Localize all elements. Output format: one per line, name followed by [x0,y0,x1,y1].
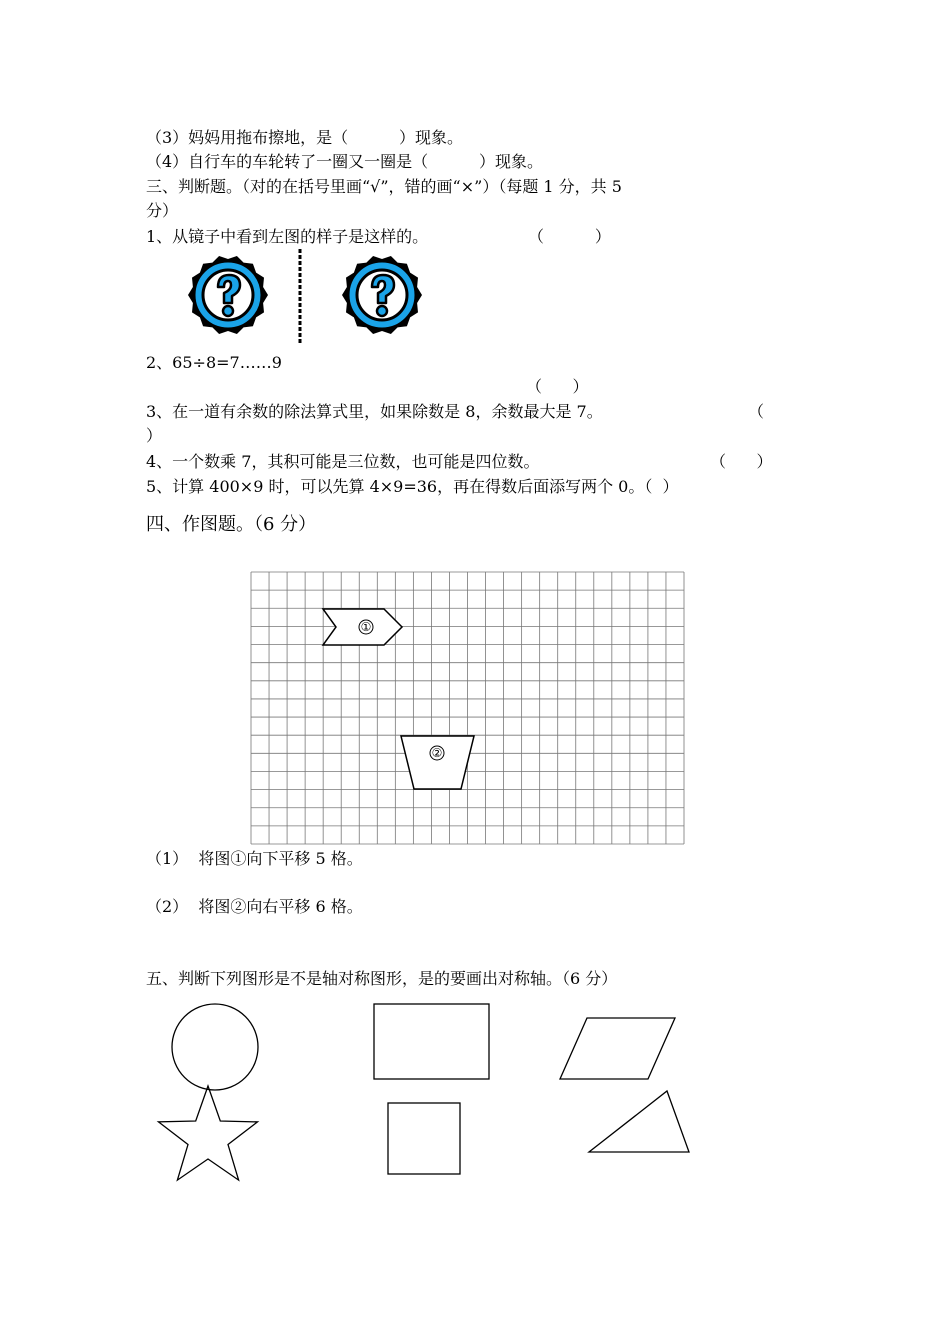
symmetry-shapes [150,1000,710,1185]
shape-2-label: ② [431,746,443,760]
drawing-grid[interactable] [251,572,684,844]
shape-2 [401,736,474,789]
fill-item-4: （4）自行车的车轮转了一圈又一圈是（ ）现象。 [146,152,544,171]
question-badge-mirrored-icon [342,256,422,334]
section3-heading: 三、判断题。（对的在括号里画“√”，错的画“×”）（每题 1 分，共 5 [146,177,622,196]
question-badge-icon [188,256,268,334]
answer-paren-3-open[interactable]: （ [748,402,765,421]
question-5: 5、计算 400×9 时，可以先算 4×9=36，再在得数后面添写两个 0。（ ） [146,477,679,496]
fill-item-3: （3）妈妈用拖布擦地，是（ ）现象。 [146,128,464,147]
rectangle-shape[interactable] [374,1004,489,1079]
star-shape[interactable] [159,1086,258,1180]
circle-shape[interactable] [172,1004,258,1090]
answer-paren-3-close[interactable]: ） [146,426,163,445]
question-2: 2、65÷8=7……9 [146,353,282,372]
section3-heading-cont: 分） [146,201,179,220]
parallelogram-shape[interactable] [560,1018,675,1079]
mirror-illustration [180,245,440,350]
instruction-1: （1） 将图①向下平移 5 格。 [146,849,363,868]
instruction-2: （2） 将图②向右平移 6 格。 [146,897,363,916]
section4-heading: 四、作图题。（6 分） [146,514,317,535]
question-3: 3、在一道有余数的除法算式里，如果除数是 8，余数最大是 7。 [146,402,603,421]
answer-paren-2[interactable]: （ ） [526,377,589,396]
shape-1-label: ① [360,620,372,634]
question-1: 1、从镜子中看到左图的样子是这样的。 [146,227,429,246]
section5-heading: 五、判断下列图形是不是轴对称图形，是的要画出对称轴。（6 分） [146,969,618,988]
answer-paren-4[interactable]: （ ） [710,452,773,471]
triangle-shape[interactable] [589,1091,689,1152]
answer-paren-1[interactable]: （ ） [528,227,611,246]
square-shape[interactable] [388,1103,460,1174]
question-4: 4、一个数乘 7，其积可能是三位数，也可能是四位数。 [146,452,540,471]
